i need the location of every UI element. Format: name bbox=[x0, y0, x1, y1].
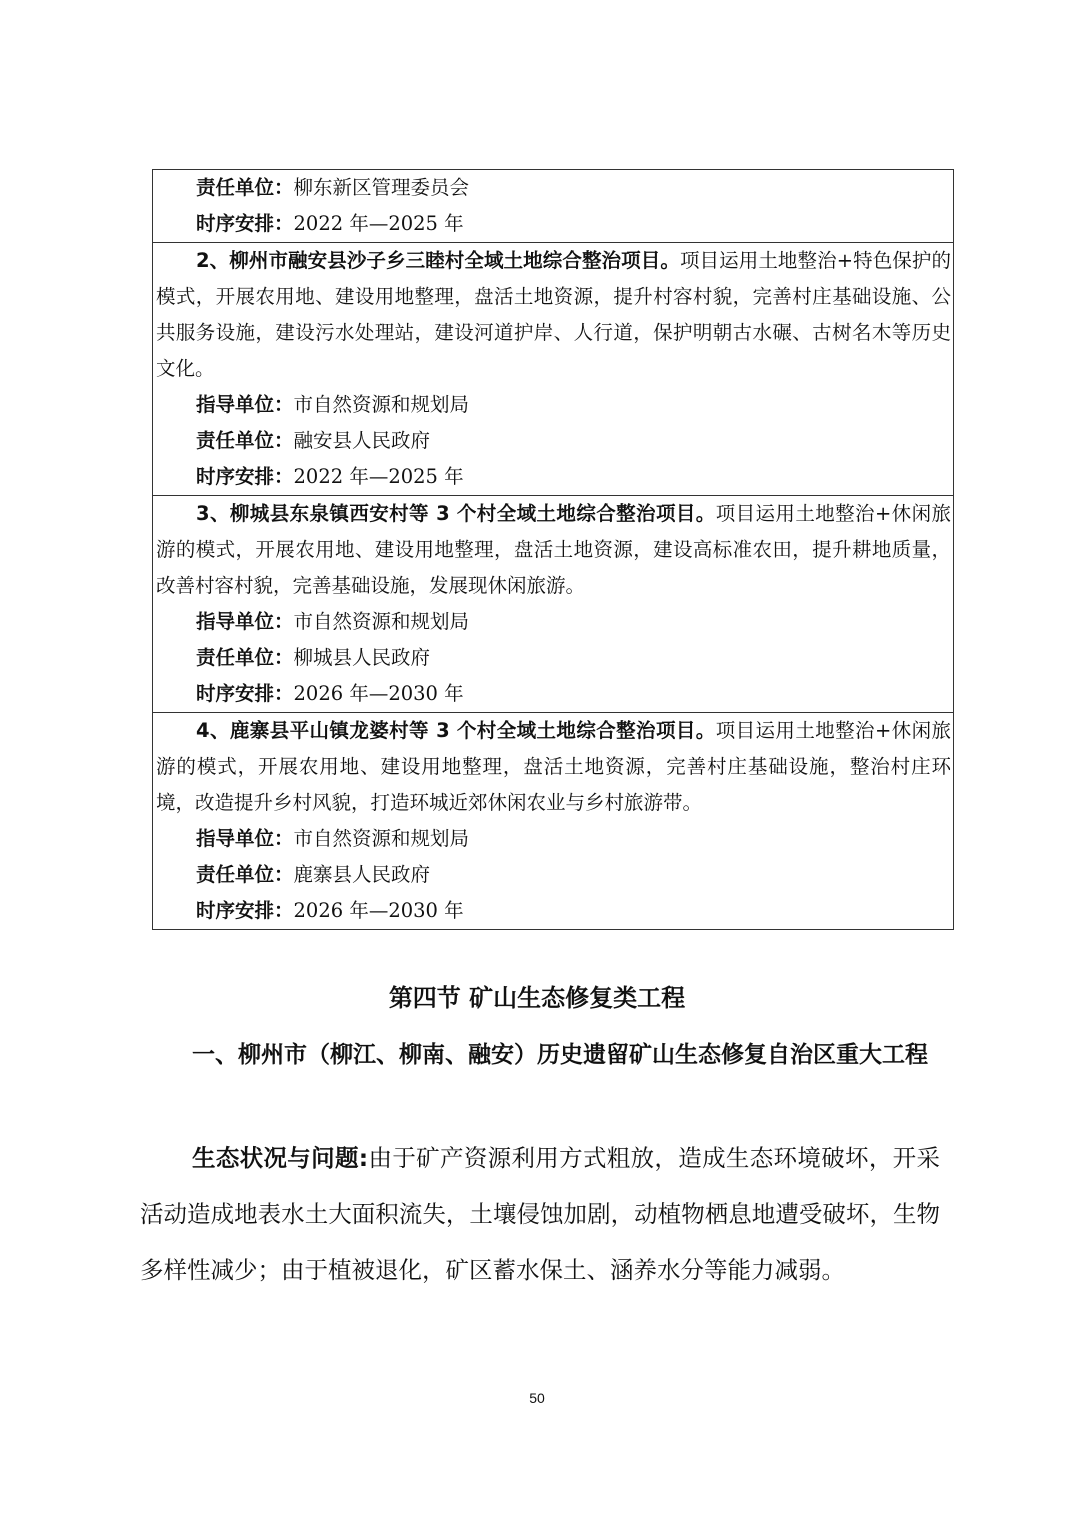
project-description bbox=[156, 496, 951, 604]
field-label: 责任单位： bbox=[196, 863, 294, 886]
section-title: 第四节 矿山生态修复类工程 bbox=[388, 984, 686, 1012]
status-label: 生态状况与问题: bbox=[192, 1144, 369, 1172]
field-value: 市自然资源和规划局 bbox=[293, 610, 470, 633]
field-value: 柳城县人民政府 bbox=[293, 646, 431, 669]
field-value: 融安县人民政府 bbox=[293, 429, 431, 452]
schedule-line bbox=[156, 206, 951, 242]
project-text: 项目运用土地整治+休闲旅游的模式，开展农用地、建设用地整理，盘活土地资源，完善村庄基础设施，整治村庄环境，改造提升乡村风貌，打造环城近郊休闲农业与乡村旅游带。 bbox=[156, 719, 951, 814]
field-label: 时序安排： bbox=[196, 465, 294, 488]
field-value: 鹿寨县人民政府 bbox=[293, 863, 431, 886]
ecology-status-paragraph bbox=[140, 1130, 940, 1298]
field-label: 时序安排： bbox=[196, 682, 294, 705]
field-label: 指导单位： bbox=[196, 610, 294, 633]
table-row bbox=[153, 712, 953, 929]
field-value: 市自然资源和规划局 bbox=[293, 393, 470, 416]
responsible-unit-line bbox=[156, 423, 951, 459]
field-value: 2022 年—2025 年 bbox=[293, 465, 464, 488]
table-row bbox=[153, 170, 953, 242]
field-label: 指导单位： bbox=[196, 393, 294, 416]
field-label: 责任单位： bbox=[196, 646, 294, 669]
field-value: 2022 年—2025 年 bbox=[293, 212, 464, 235]
field-label: 指导单位： bbox=[196, 827, 294, 850]
project-description bbox=[156, 243, 951, 387]
guide-unit-line bbox=[156, 387, 951, 423]
project-title: 3、柳城县东泉镇西安村等 3 个村全域土地综合整治项目。 bbox=[196, 502, 716, 525]
guide-unit-line bbox=[156, 821, 951, 857]
field-value: 柳东新区管理委员会 bbox=[293, 176, 470, 199]
responsible-unit-line bbox=[156, 640, 951, 676]
schedule-line bbox=[156, 459, 951, 495]
field-label: 责任单位： bbox=[196, 429, 294, 452]
field-value: 2026 年—2030 年 bbox=[293, 899, 464, 922]
field-value: 市自然资源和规划局 bbox=[293, 827, 470, 850]
project-text: 项目运用土地整治+休闲旅游的模式，开展农用地、建设用地整理，盘活土地资源，建设高标准农田，提升耕地质量，改善村容村貌，完善基础设施，发展现休闲旅游。 bbox=[156, 502, 951, 597]
guide-unit-line bbox=[156, 604, 951, 640]
schedule-line bbox=[156, 676, 951, 712]
responsible-unit-line bbox=[156, 170, 951, 206]
project-title: 4、鹿寨县平山镇龙婆村等 3 个村全域土地综合整治项目。 bbox=[196, 719, 716, 742]
schedule-line bbox=[156, 893, 951, 929]
project-description bbox=[156, 713, 951, 821]
table-row bbox=[153, 242, 953, 495]
field-label: 时序安排： bbox=[196, 899, 294, 922]
field-value: 2026 年—2030 年 bbox=[293, 682, 464, 705]
subsection-title: 一、柳州市（柳江、柳南、融安）历史遗留矿山生态修复自治区重大工程 bbox=[192, 1042, 928, 1068]
page-number: 50 bbox=[529, 1390, 545, 1406]
table-row bbox=[153, 495, 953, 712]
project-table bbox=[152, 169, 954, 930]
field-label: 时序安排： bbox=[196, 212, 294, 235]
project-title: 2、柳州市融安县沙子乡三睦村全域土地综合整治项目。 bbox=[196, 249, 680, 272]
project-text: 项目运用土地整治+特色保护的模式，开展农用地、建设用地整理，盘活土地资源，提升村容村貌，完善村庄基础设施、公共服务设施，建设污水处理站，建设河道护岸、人行道，保护明朝古水碾、古树名木等历史文化。 bbox=[156, 249, 952, 380]
responsible-unit-line bbox=[156, 857, 951, 893]
status-text: 由于矿产资源利用方式粗放，造成生态环境破坏，开采活动造成地表水土大面积流失，土壤侵蚀加剧，动植物栖息地遭受破坏，生物多样性减少；由于植被退化，矿区蓄水保土、涵养水分等能力减弱。 bbox=[140, 1144, 941, 1284]
field-label: 责任单位： bbox=[196, 176, 294, 199]
